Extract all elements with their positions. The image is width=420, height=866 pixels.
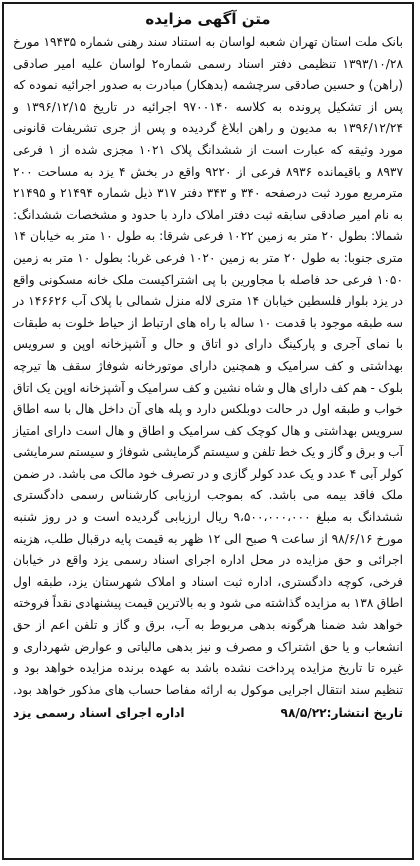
notice-title: متن آگهی مزایده (145, 10, 271, 28)
auction-notice (2, 2, 414, 860)
publish-date: تاریخ انتشار:۹۸/۵/۲۲ (280, 706, 403, 721)
issuing-office: اداره اجرای اسناد رسمی یزد (13, 706, 185, 721)
notice-body: بانک ملت استان تهران شعبه لواسان به استناد سند رهنی شماره ۱۹۴۳۵ مورخ ۱۳۹۳/۱۰/۲۸ تنظیمی دفتر اسناد رسمی شماره۲ لواسان علیه امیر صادقی (راهن) و حسین صادقی سرچشمه (بدهکار) مبادرت به صدور اجرائیه نموده که پس از تشکیل پرونده به کلاسه ۹۷۰۰۱۴۰ اجرائیه در تاریخ ۱۳۹۶/۱۲/۱۵ و ۱۳۹۶/۱۲/۲۴ به مدیون و راهن ابلاغ گردیده و پس از جری تشریفات قانونی مورد وثیقه که عبارت است از ششدانگ پلاک ۱۰۲۱ مجزی شده از ۱ فرعی ۸۹۳۷ و باقیمانده ۸۹۳۶ فرعی از ۹۲۲۰ واقع در بخش ۴ یزد به مساحت ۲۰۰ مترمربع مورد ثبت درصفحه ۳۴۰ و ۳۴۳ دفتر ۳۱۷ ذیل شماره ۲۱۴۹۴ و ۲۱۴۹۵ به نام امیر صادقی سابقه ثبت دفتر املاک دارد با حدود و مشخصات ششدانگ: شمالا: بطول ۲۰ متر به زمین ۱۰۲۲ فرعی شرقا: به طول ۱۰ متر به خیابان ۱۴ متری جنوبا: به طول ۲۰ متر به زمین ۱۰۲۰ فرعی غربا: بطول ۱۰ متر به زمین ۱۰۵۰ فرعی حد فاصله با مجاورین با پی اشتراکیست ملک خانه مسکونی واقع در یزد بلوار فلسطین خیابان ۱۴ متری لاله منزل شمالی با پلاک آب ۱۴۶۶۲۶ در سه طبقه موجود با قدمت ۱۰ ساله با راه های ارتباط از حیاط خلوت به طبقات با نمای آجری و پارکینگ دارای دو اتاق و حال و آشپزخانه اوپن و سرویس بهداشتی و کف سرامیک و همچنین دارای موتورخانه شوفاژ سقف ها تیرچه بلوک - هم کف دارای هال و شاه نشین و کف سرامیک و آشپزخانه اوپن یک اتاق خواب و طبقه اول در حالت دوبلکس دارد و پله های آن داخل هال با سه اطاق سرویس بهداشتی و هال کوچک کف سرامیک و اطاق و هال است دارای امتیاز آب و برق و گاز و یک خط تلفن و سیستم گرمایشی شوفاژ و سیستم سرمایشی کولر آبی ۴ عدد و یک عدد کولر گازی و در تصرف خود مالک می باشد. در ضمن ملک فاقد بیمه می باشد. که بموجب ارزیابی کارشناس رسمی دادگستری ششدانگ به مبلغ ۹،۵۰۰،۰۰۰،۰۰۰ ریال ارزیابی گردیده است و در روز شنبه مورخ ۹۸/۶/۱۶ از ساعت ۹ صبح الی ۱۲ ظهر به قیمت پایه درقبال طلب، هزینه اجرائی و حق مزایده در محل اداره اجرای اسناد رسمی یزد واقع در خیابان فرخی، کوچه دادگستری، اداره ثبت اسناد و املاک شهرستان یزد، طبقه اول اطاق ۱۳۸ به مزایده گذاشته می شود و به بالاترین قیمت پیشنهادی نقداً فروخته خواهد شد ضمنا هرگونه بدهی مربوط به آب، برق و گاز و تلفن اعم از حق انشعاب و یا حق اشتراک و مصرف و نیز بدهی مالیاتی و عوارض شهرداری و غیره تا تاریخ مزایده پرداخت نشده باشد به عهده برنده مزایده خواهد بود و تنظیم سند انتقال اجرایی موکول به ارائه مفاصا حساب های مذکور خواهد بود. (13, 35, 404, 697)
notice-footer (13, 703, 403, 723)
